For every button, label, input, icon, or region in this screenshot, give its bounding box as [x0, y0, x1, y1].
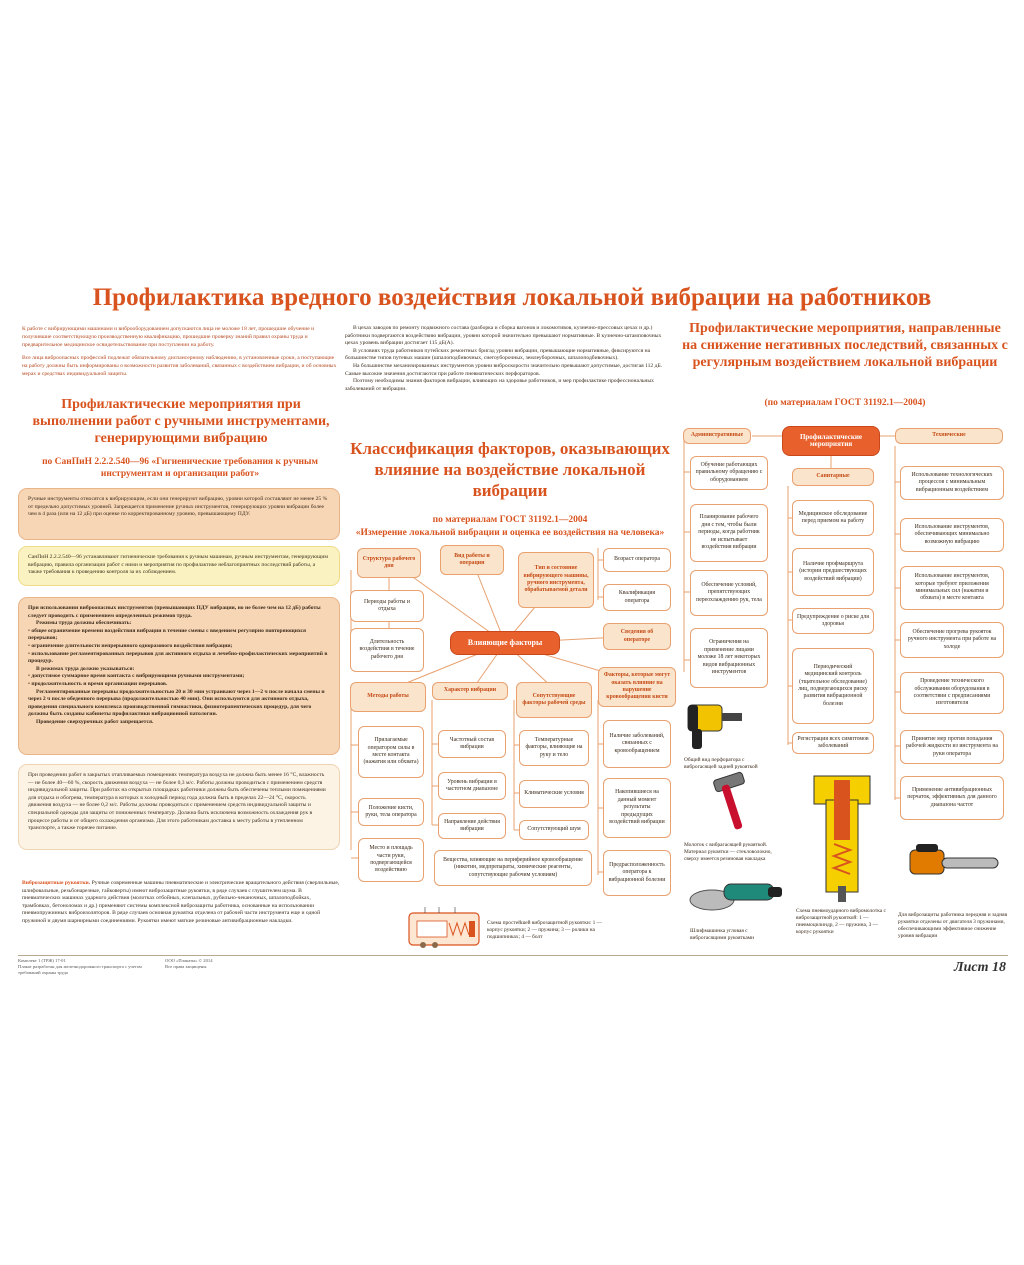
node-admin-3: Обеспечение условий, препятствующих переохлаждению рук, тела	[690, 570, 768, 616]
node-operator-qualification: Квалификация оператора	[603, 584, 671, 611]
page-title: Профилактика вредного воздействия локальной вибрации на работников	[92, 284, 932, 311]
box3-include: В режимах труда должно указываться:	[36, 665, 135, 672]
node-accompanying: Сопутствующие факторы рабочей среды	[516, 682, 592, 718]
node-posture: Положение кисти, руки, тела оператора	[358, 798, 424, 826]
footer-left-1: Комплект 1 (ТРЖ) 17-01	[18, 958, 66, 963]
center-source-2: «Измерение локальной вибрации и оценка ее воздействия на человека»	[355, 528, 665, 538]
node-technical-2: Использование инструментов, обеспечивающих минимально возможную вибрацию	[900, 518, 1004, 552]
sheet-number: Лист 18	[954, 960, 1006, 975]
vibro-handles-title: Виброзащитные рукоятки.	[22, 880, 91, 886]
left-box-2: СанПиН 2.2.2.540—96 устанавливают гигиенические требования к ручным машинам, ручным инструментам, генерирующим вибрацию, правила организации работ с ними и мероприятия по профилактике неблагоприятных последствий работы, а также требования к проведению контроля за их соблюдением.	[18, 546, 340, 586]
node-technical: Технические	[895, 428, 1003, 444]
left-source: по СанПиН 2.2.2.540—96 «Гигиенические требования к ручным инструментам и организации работ»	[42, 457, 318, 479]
center-intro-p1: В цехах заводов по ремонту подвижного состава (разборка и сборка вагонов и локомотивов, кузнечно-прессовых цехах и др.) работники подвергаются воздействию вибрации, уровни которой значительно превышают нормативные. В кузнечно-штамповочных цехах уровень вибрации достигает 115 дБ(А).	[345, 325, 662, 347]
hammer-illustration	[710, 770, 754, 836]
node-sanitary-1: Медицинское обследование перед приемом на работу	[792, 500, 874, 536]
node-noise: Сопутствующий шум	[519, 820, 589, 840]
node-susceptibility: Факторы, которые могут оказать влияние на нарушение кровообращения кисти	[598, 667, 676, 707]
node-work-type: Вид работы и операции	[440, 545, 504, 575]
left-box-1: Ручные инструменты относятся к вибрирующим, если они генерируют вибрацию, уровни которой составляют не менее 25 % от предельно допустимых уровней. Запрещается применение ручных инструментов, генерирующих уровни вибрации более чем в 4 раза (или на 12 дБ) при оценке по корректированному уровню, превышающему ПДУ.	[18, 488, 340, 540]
box3-paragraph: Регламентированные перерывы продолжительностью 20 и 30 мин устраивают через 1—2 ч после начала смены и через 2 ч после обеденного перерыва (продолжительностью 40 мин). Они используются для активного отдыха, проведения специального комплекса производственной гимнастики, физиотерапевтических процедур, для чего должны быть созданы кабинеты профилактики вибрационной патологии.	[28, 688, 325, 718]
vibro-handles-body: Ручные современные машины пневматические и электрические вращательного действия (сверлильные, шлифовальные, резьбонарезные, гайковерты) имеют виброзащитные рукоятки, в ряде случаев с глушителем шума. В пневматических машинах ударного действия (молотках отбойных, клепальных, рубильно-чеканочных, шпалоподбойках, трамбовках, бетоноломах и др.) применяют системы комплексной виброзащиты работника, основанные на использовании пневмопружинных виброизоляторов. В ряде случаев основная рукоятка отделена от рабочей части инструмента еще и одной пружиной и двумя шарнирными соединениями. Рукоятки имеют мягкие резиновые антивибрационные накладки.	[22, 880, 340, 924]
footer-mid	[165, 958, 285, 970]
node-applied-force: Прилагаемые оператором силы в месте контакта (нажатия или обхвата)	[358, 726, 424, 778]
box3-last: Проведение сверхурочных работ запрещается.	[36, 718, 154, 725]
chainsaw-illustration	[906, 838, 1002, 888]
right-heading: Профилактические мероприятия, направленные на снижение негативных последствий, связанных с регулярным воздействием локальной вибрации	[682, 321, 1008, 370]
center-source-1: по материалам ГОСТ 31192.1—2004	[432, 515, 588, 525]
grinder-illustration	[688, 868, 784, 918]
node-hub-measures: Профилактические мероприятия	[782, 426, 880, 456]
left-intro-p1: К работе с вибрирующими машинами и виброоборудованием допускаются лица не моложе 18 лет, прошедшие обучение и получившие соответствующую производственную квалификацию, прошедшие проверку знаний правил охраны труда и предварительное медицинское освидетельствование при поступлении на работу.	[22, 326, 315, 348]
node-duration: Длительность воздействия в течение рабочего дня	[350, 628, 424, 672]
node-temperature: Температурные факторы, влияющие на руку и тело	[519, 730, 589, 766]
left-heading: Профилактические мероприятия при выполнении работ с ручными инструментами, генерирующими вибрацию	[32, 397, 330, 446]
node-technical-6: Принятие мер против попадания рабочей жидкости из инструмента на руки оператора	[900, 730, 1004, 764]
node-climate: Климатические условия	[519, 780, 589, 808]
box3-intro: При использовании виброопасных инструментов (превышающих ПДУ вибрации, но не более чем на 12 дБ) работы следует проводить с применением определенных режимов труда.	[28, 605, 321, 619]
hammer-caption: Молоток с вибрагасящей рукояткой. Материал рукоятки — стекловолокно, сверху имеется резиновая накладка	[684, 842, 772, 862]
node-admin-1: Обучение работающих правильному обращению с оборудованием	[690, 456, 768, 490]
node-sanitary-3: Предупреждение о риске для здоровья	[792, 608, 874, 634]
node-accumulated: Накопившиеся на данный момент результаты предыдущих воздействий вибрации	[603, 778, 671, 838]
node-sanitary-5: Регистрация всех симптомов заболеваний	[792, 732, 874, 754]
vibrohammer-scheme-illustration	[800, 770, 884, 904]
left-intro-p2: Все лица виброопасных профессий подлежат обязательному диспансерному наблюдению, в установленные сроки, а поступающие на работу должны быть информированы о возможности развития заболеваний, связанных с воздействием вибрации, и об основных мерах и средствах индивидуальной защиты.	[22, 355, 337, 377]
node-admin-2: Планирование рабочего дня с тем, чтобы были периоды, когда работник не испытывает воздействия вибрации	[690, 504, 768, 562]
box3-bullet-4-text: допустимое суммарное время контакта с вибрирующими ручными инструментами;	[31, 673, 245, 680]
node-contact-area: Место и площадь части руки, подвергающейся воздействию	[358, 838, 424, 882]
node-technical-7: Применение антивибрационных перчаток, эффективных для данного диапазона частот	[900, 776, 1004, 820]
node-operator-age: Возраст оператора	[603, 548, 671, 572]
node-technical-5: Проведение технического обслуживания оборудования в соответствии с предписаниями изготовителя	[900, 672, 1004, 714]
vibrohammer-scheme-caption: Схема пневмоударного вибромолотка с виброзащитной рукояткой: 1 — пневмоцилиндр, 2 — пружина, 3 — корпус рукоятки	[796, 908, 886, 935]
perforator-illustration	[682, 695, 746, 753]
node-technical-3: Использование инструментов, которые требуют приложения минимальных сил (нажатия и обхвата) в месте контакта	[900, 566, 1004, 610]
node-rest-periods: Периоды работы и отдыха	[350, 590, 424, 622]
right-source: (по материалам ГОСТ 31192.1—2004)	[764, 398, 926, 408]
center-heading: Классификация факторов, оказывающих влияние на воздействие локальной вибрации	[350, 439, 670, 500]
node-hub-factors: Влияющие факторы	[450, 631, 560, 655]
node-sanitary: Санитарные	[792, 468, 874, 486]
node-level: Уровень вибрации в частотном диапазоне	[438, 772, 506, 800]
box3-bullet-1-text: общее ограничение времени воздействия вибрации в течение смены с введением регулярно повторяющихся перерывов;	[28, 627, 307, 642]
grinder-caption: Шлифмашинка угловая с виброгасящими рукоятками	[690, 928, 755, 941]
node-substances: Вещества, влияющие на периферийное кровообращение (никотин, медпрепараты, химические реагенты, сопутствующие рабочим условиям)	[434, 850, 592, 886]
left-box-4: При проведении работ в закрытых отапливаемых помещениях температура воздуха не должна быть менее 16 °С, влажность — не более 40—60 %, скорость движения воздуха — не более 0,3 м/с. Работы должны проводиться с применением средств индивидуальной защиты. При работах на открытых площадках работники должны быть обеспечены теплыми помещениями для отдыха и обогрева, температура в которых в холодный период года должна быть в пределах 22—24 °С, скорость движения воздуха — не более 0,2 м/с. Работы должны проводиться с применением средств индивидуальной защиты и специальной одежды для защиты от пониженных температур. Должна быть исключена возможность охлаждения рук в процессе работы и от общего охлаждения организма. Для этого работникам доставка к месту работы в утепленном транспорте, а также горячее питание.	[18, 764, 340, 850]
node-sanitary-2: Наличие профмаршрута (истории предшествующих воздействий вибрации)	[792, 548, 874, 596]
footer-left	[18, 958, 158, 976]
node-direction: Направление действия вибрации	[438, 813, 506, 839]
node-operator-info: Сведения об операторе	[603, 623, 671, 650]
node-technical-1: Использование технологических процессов с минимальным вибрационным воздействием	[900, 466, 1004, 500]
box3-bullet-2-text: ограничение длительности непрерывного одноразового воздействия вибрации;	[31, 642, 233, 649]
box3-bullet-2: • ограничение длительности непрерывного одноразового воздействия вибрации;	[28, 642, 233, 649]
box3-bullet-5-text: продолжительность и время организации перерывов.	[31, 680, 168, 687]
node-frequency: Частотный состав вибрации	[438, 730, 506, 758]
node-vibration-character: Характер вибрации	[432, 682, 508, 700]
node-machine-type: Тип и состояние вибрирующего машины, ручного инструмента, обрабатываемой детали	[518, 552, 594, 608]
center-intro-p2: В условиях труда работников путейских ремонтных бригад уровни вибрации, превышающие нормативные, фиксируются на большинстве типов путевых машин (шпалоподбивочных, снегоуборочных, землеуборочных, шпалоподбивочных).	[345, 347, 651, 362]
footer-mid-2: Все права защищены	[165, 964, 207, 969]
footer-mid-1: ООО «Плакаты» © 2014	[165, 958, 213, 963]
handle-scheme-caption: Схема простейшей виброзащитной рукоятки: 1 — корпус рукоятки; 2 — пружина; 3 — ролики на подшипниках; 4 — болт	[487, 920, 603, 940]
box3-bullet-1: • общее ограничение времени воздействия вибрации в течение смены с введением регулярно повторяющихся перерывов;	[28, 627, 307, 642]
box3-bullet-4: • допустимое суммарное время контакта с вибрирующими ручными инструментами;	[28, 673, 245, 680]
node-sanitary-4: Периодический медицинский контроль (тщательное обследование) лиц, подвергающихся риску развития вибрационной болезни	[792, 648, 874, 724]
node-methods: Методы работы	[350, 682, 426, 712]
chainsaw-caption: Для виброзащиты работника передняя и задняя рукоятки отделены от двигателя 3 пружинами, обеспечивающими эффективное снижение уровня вибрации	[898, 912, 1008, 939]
footer-left-2: Плакат разработан для железнодорожного транспорта с учетом требований охраны труда	[18, 964, 142, 975]
center-intro-p4: Поэтому необходимы знания факторов вибрации, влияющих на здоровье работников, и мер профилактике профессиональных заболеваний от вибрации.	[345, 378, 654, 392]
node-administrative: Административные	[683, 428, 751, 444]
node-technical-4: Обеспечение прогрева рукояток ручного инструмента при работе на холоде	[900, 622, 1004, 658]
box3-provide: Режимы труда должны обеспечивать:	[36, 620, 132, 627]
node-admin-4: Ограничения на применение лицами моложе 18 лет некоторых видов вибрационных инструментов	[690, 628, 768, 688]
node-work-structure: Структура рабочего дня	[357, 548, 421, 578]
box3-bullet-5: • продолжительность и время организации перерывов.	[28, 680, 168, 687]
footer-divider	[18, 955, 1008, 956]
node-diseases: Наличие заболеваний, связанных с кровообращением	[603, 720, 671, 768]
box3-bullet-3-text: использование регламентированных перерывов для активного отдыха и лечебно-профилактических мероприятий в процедур.	[28, 650, 328, 665]
perforator-caption: Общий вид перфоратора с виброгасящей задней рукояткой	[684, 757, 758, 770]
center-intro-p3: На большинстве механизированных инструментов уровни виброскорости значительно превышают допустимые, достигая 112 дБ. Самые высокие значения достигаются при работе пневматических перфораторов.	[345, 362, 663, 377]
node-predisposition: Предрасположенность оператора к вибрационной болезни	[603, 850, 671, 896]
box3-bullet-3: • использование регламентированных перерывов для активного отдыха и лечебно-профилактических мероприятий в процедур.	[28, 650, 328, 665]
